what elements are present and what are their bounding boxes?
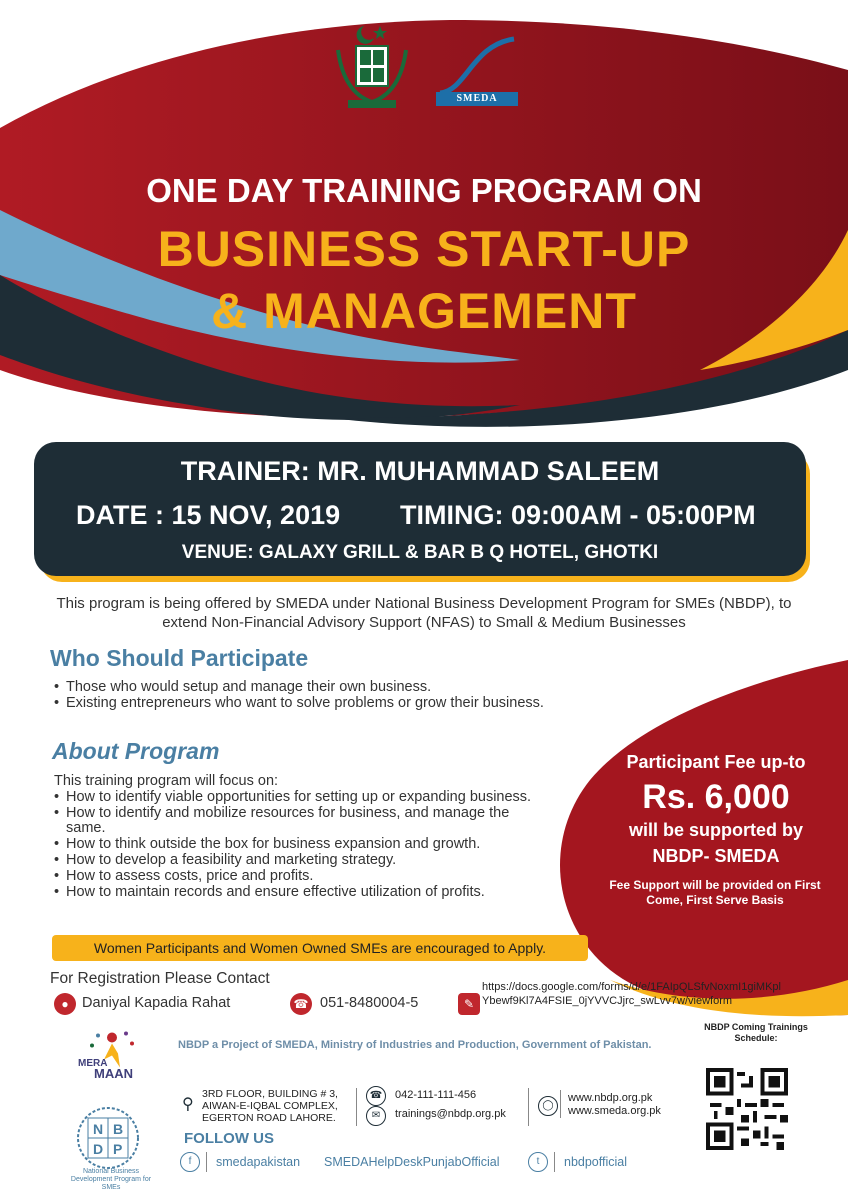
list-item: • How to assess costs, price and profits. [52, 869, 552, 884]
list-item: • How to develop a feasibility and marketing strategy. [52, 853, 552, 868]
about-intro: This training program will focus on: [54, 773, 279, 789]
footer-address: 3RD FLOOR, BUILDING # 3, AIWAN-E-IQBAL COMPLEX, EGERTON ROAD LAHORE. [202, 1088, 338, 1124]
list-item: • How to identify and mobilize resources for business, and manage the same. [52, 806, 552, 836]
list-item: • How to identify viable opportunities for setting up or expanding business. [52, 790, 552, 805]
fee-amount: Rs. 6,000 [642, 778, 790, 816]
facebook-handle[interactable]: smedapakistan [216, 1155, 301, 1169]
registration-form-link[interactable]: https://docs.google.com/forms/d/e/1FAIpQLSfvNoxmI1giMKplYbewf9Kl7A4FSIE_0jYVVCJjrc_swLvv7w/viewform [482, 981, 781, 1007]
website-link[interactable]: www.smeda.org.pk [568, 1105, 661, 1117]
title-line-2: BUSINESS START-UP [157, 221, 691, 277]
contact-name: Daniyal Kapadia Rahat [82, 995, 231, 1011]
svg-text:D: D [93, 1141, 104, 1157]
svg-text:N: N [93, 1121, 104, 1137]
divider [560, 1090, 561, 1118]
smeda-logo-text: SMEDA [436, 92, 518, 106]
svg-text:B: B [113, 1121, 124, 1137]
user-icon: ● [54, 993, 76, 1015]
contact-phone: 051-8480004-5 [320, 995, 419, 1011]
follow-us-heading: FOLLOW US [184, 1130, 274, 1147]
list-item: • Those who would setup and manage their own business. [52, 680, 572, 695]
list-item: • Existing entrepreneurs who want to solve problems or grow their business. [52, 696, 572, 711]
qr-code[interactable] [706, 1068, 788, 1150]
title-line-3: & MANAGEMENT [211, 283, 637, 339]
phone-icon: ☎ [290, 993, 312, 1015]
venue-text: VENUE: GALAXY GRILL & BAR B Q HOTEL, GHOTKI [181, 542, 659, 563]
mera-maan-text-top: MERA [78, 1058, 108, 1069]
qr-title: NBDP Coming Trainings Schedule: [704, 1022, 808, 1043]
list-item: • How to think outside the box for business expansion and growth. [52, 837, 552, 852]
globe-icon: ◯ [538, 1096, 558, 1116]
divider [554, 1152, 555, 1172]
title-line-1: ONE DAY TRAINING PROGRAM ON [146, 172, 702, 209]
nbdp-logo [72, 1104, 144, 1174]
about-heading: About Program [52, 738, 220, 764]
fee-org: NBDP- SMEDA [652, 846, 780, 866]
mera-maan-text-bottom: MAAN [94, 1066, 133, 1081]
footer-email[interactable]: trainings@nbdp.org.pk [395, 1108, 506, 1120]
government-emblem-logo [334, 20, 410, 112]
divider [356, 1088, 357, 1126]
trainer-text: TRAINER: MR. MUHAMMAD SALEEM [180, 456, 660, 486]
fee-title: Participant Fee up-to [626, 752, 806, 772]
email-icon: ✉ [366, 1106, 386, 1126]
list-item: • How to maintain records and ensure effective utilization of profits. [52, 885, 552, 900]
website-link[interactable]: www.nbdp.org.pk [568, 1092, 653, 1104]
form-icon: ✎ [458, 993, 480, 1015]
registration-heading: For Registration Please Contact [50, 970, 270, 987]
svg-text:P: P [113, 1141, 123, 1157]
location-icon: ⚲ [182, 1096, 194, 1113]
twitter-icon: t [528, 1152, 548, 1172]
date-text: DATE : 15 NOV, 2019 [76, 500, 341, 530]
about-list [52, 790, 552, 901]
fee-note: Fee Support will be provided on First Come, First Serve Basis [609, 878, 821, 907]
divider [206, 1152, 207, 1172]
footer-websites [568, 1092, 661, 1118]
divider [528, 1088, 529, 1126]
program-description: This program is being offered by SMEDA under National Business Development Program for SMEs (NBDP), to extend Non-Financial Advisory Support (NFAS) to Small & Medium Businesses [56, 595, 792, 631]
who-heading: Who Should Participate [50, 645, 309, 671]
timing-text: TIMING: 09:00AM - 05:00PM [400, 500, 756, 530]
project-note: NBDP a Project of SMEDA, Ministry of Industries and Production, Government of Pakistan. [178, 1039, 652, 1051]
footer-phone: 042-111-111-456 [395, 1089, 477, 1101]
info-box [34, 442, 806, 576]
helpdesk-handle[interactable]: SMEDAHelpDeskPunjabOfficial [324, 1155, 500, 1169]
fee-supported-text: will be supported by [628, 820, 803, 840]
twitter-handle[interactable]: nbdpofficial [564, 1155, 628, 1169]
nbdp-logo-subtitle: National Business Development Program for SMEs [70, 1168, 152, 1191]
women-note: Women Participants and Women Owned SMEs are encouraged to Apply. [52, 935, 588, 961]
facebook-icon: f [180, 1152, 200, 1172]
who-list [52, 680, 572, 712]
phone-icon: ☎ [366, 1086, 386, 1106]
